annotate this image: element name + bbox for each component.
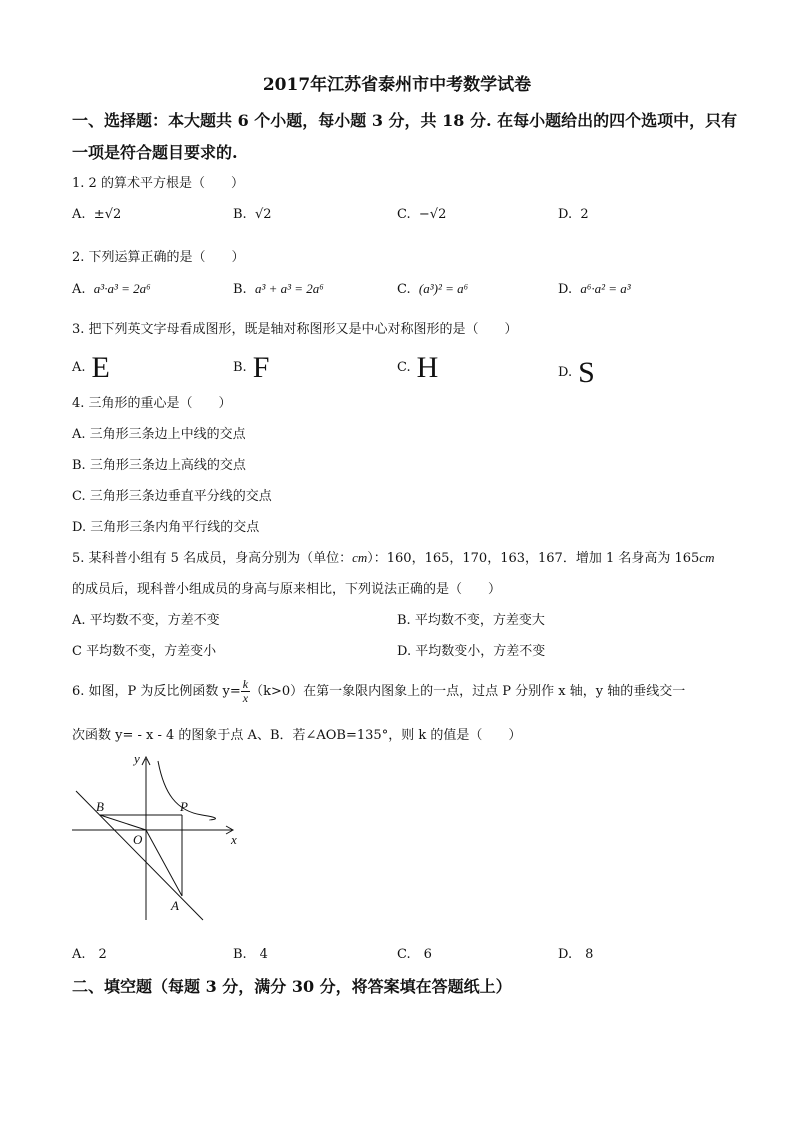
q1-stem: 1. 2 的算术平方根是（ ） — [72, 176, 244, 191]
q2-option-a — [72, 281, 151, 297]
q5-option-a: A. 平均数不变，方差不变 — [72, 613, 220, 628]
q6-fraction — [241, 678, 250, 705]
q3-label-c: C. — [397, 360, 411, 375]
q5-line1-pre: 5. 某科普小组有 5 名成员，身高分别为（单位： — [72, 551, 353, 566]
q6-figure — [60, 745, 250, 930]
q1-option-a — [72, 207, 121, 222]
q1-label-a: A. — [72, 207, 86, 222]
q6-line1-post: （k>0）在第一象限内图象上的一点，过点 P 分别作 x 轴，y 轴的垂线交一 — [250, 684, 686, 699]
q1-value-c: −√2 — [418, 207, 447, 222]
q2-label-c: C. — [397, 282, 411, 297]
q6-option-c: C. 6 — [397, 947, 432, 962]
q3-label-d: D. — [558, 365, 573, 380]
q6-line1 — [72, 678, 685, 705]
q4-option-a: A. 三角形三条边上中线的交点 — [72, 427, 246, 442]
q3-option-c — [397, 345, 439, 384]
q6-line1-pre: 6. 如图，P 为反比例函数 y= — [72, 684, 241, 699]
q5-option-c: C 平均数不变，方差变小 — [72, 644, 217, 659]
q6-option-d: D. 8 — [558, 947, 594, 962]
q6-option-a: A. 2 — [72, 947, 107, 962]
q1-option-b — [233, 207, 272, 222]
q5-unit: cm — [352, 550, 368, 565]
q2-option-d — [558, 281, 631, 297]
q5-line1-mid: ）：160，165，170，163，167．增加 1 名身高为 165 — [367, 551, 700, 566]
q3-label-a: A. — [72, 360, 86, 375]
q1-value-a: ±√2 — [93, 207, 122, 222]
page-title: 2017年江苏省泰州市中考数学试卷 — [262, 75, 532, 95]
q6-frac-den: x — [242, 691, 249, 705]
q6-frac-num: k — [242, 677, 249, 691]
section1-heading-line1: 一、选择题：本大题共 6 个小题，每小题 3 分，共 18 分. 在每小题给出的四个选项中，只有 — [72, 111, 738, 130]
q2-option-c — [397, 281, 468, 297]
section2-heading: 二、填空题（每题 3 分，满分 30 分，将答案填在答题纸上） — [72, 977, 512, 996]
q5-line1 — [72, 547, 714, 566]
q1-option-c — [397, 207, 446, 222]
q5-option-b: B. 平均数不变，方差变大 — [397, 613, 545, 628]
q3-option-b — [233, 345, 270, 384]
q2-value-b: a³ + a³ = 2a⁶ — [254, 281, 324, 296]
q2-value-c: (a³)² = a⁶ — [418, 281, 469, 296]
segment-oa — [146, 830, 182, 896]
label-p: P — [180, 799, 188, 814]
q3-option-d — [558, 350, 595, 389]
q3-letter-c: H — [416, 351, 439, 384]
label-y: y — [134, 751, 140, 766]
q3-letter-a: E — [91, 351, 110, 384]
q2-value-a: a³·a³ = 2a⁶ — [93, 281, 151, 296]
label-b: B — [96, 799, 104, 814]
q2-label-d: D. — [558, 282, 573, 297]
q3-letter-d: S — [578, 356, 595, 389]
q5-line2: 的成员后，现科普小组成员的身高与原来相比，下列说法正确的是（ ） — [72, 582, 502, 597]
q4-option-d: D. 三角形三条内角平行线的交点 — [72, 520, 260, 535]
q4-stem: 4. 三角形的重心是（ ） — [72, 396, 232, 411]
q1-value-b: √2 — [254, 207, 272, 222]
q1-label-d: D. — [558, 207, 573, 222]
q2-value-d: a⁶·a² = a³ — [580, 281, 631, 296]
q1-option-d — [558, 207, 589, 222]
q1-value-d: 2 — [580, 207, 589, 222]
q6-option-b: B. 4 — [233, 947, 268, 962]
q2-label-a: A. — [72, 282, 86, 297]
q3-stem: 3. 把下列英文字母看成图形，既是轴对称图形又是中心对称图形的是（ ） — [72, 322, 518, 337]
q1-label-c: C. — [397, 207, 411, 222]
q4-option-b: B. 三角形三条边上高线的交点 — [72, 458, 246, 473]
q4-option-c: C. 三角形三条边垂直平分线的交点 — [72, 489, 272, 504]
q2-option-b — [233, 281, 324, 297]
q2-label-b: B. — [233, 282, 247, 297]
q5-option-d: D. 平均数变小，方差不变 — [397, 644, 546, 659]
label-a: A — [171, 898, 179, 913]
q3-option-a — [72, 345, 110, 384]
q6-line2: 次函数 y= - x - 4 的图象于点 A、B．若∠AOB=135°，则 k 的值是（ ） — [72, 728, 522, 743]
q3-letter-b: F — [252, 351, 270, 384]
label-o: O — [133, 832, 143, 847]
section1-heading-line2: 一项是符合题目要求的. — [72, 143, 238, 162]
q2-stem: 2. 下列运算正确的是（ ） — [72, 250, 245, 265]
label-x: x — [231, 832, 237, 847]
q1-label-b: B. — [233, 207, 247, 222]
q3-label-b: B. — [233, 360, 247, 375]
q5-unit-2: cm — [699, 550, 715, 565]
